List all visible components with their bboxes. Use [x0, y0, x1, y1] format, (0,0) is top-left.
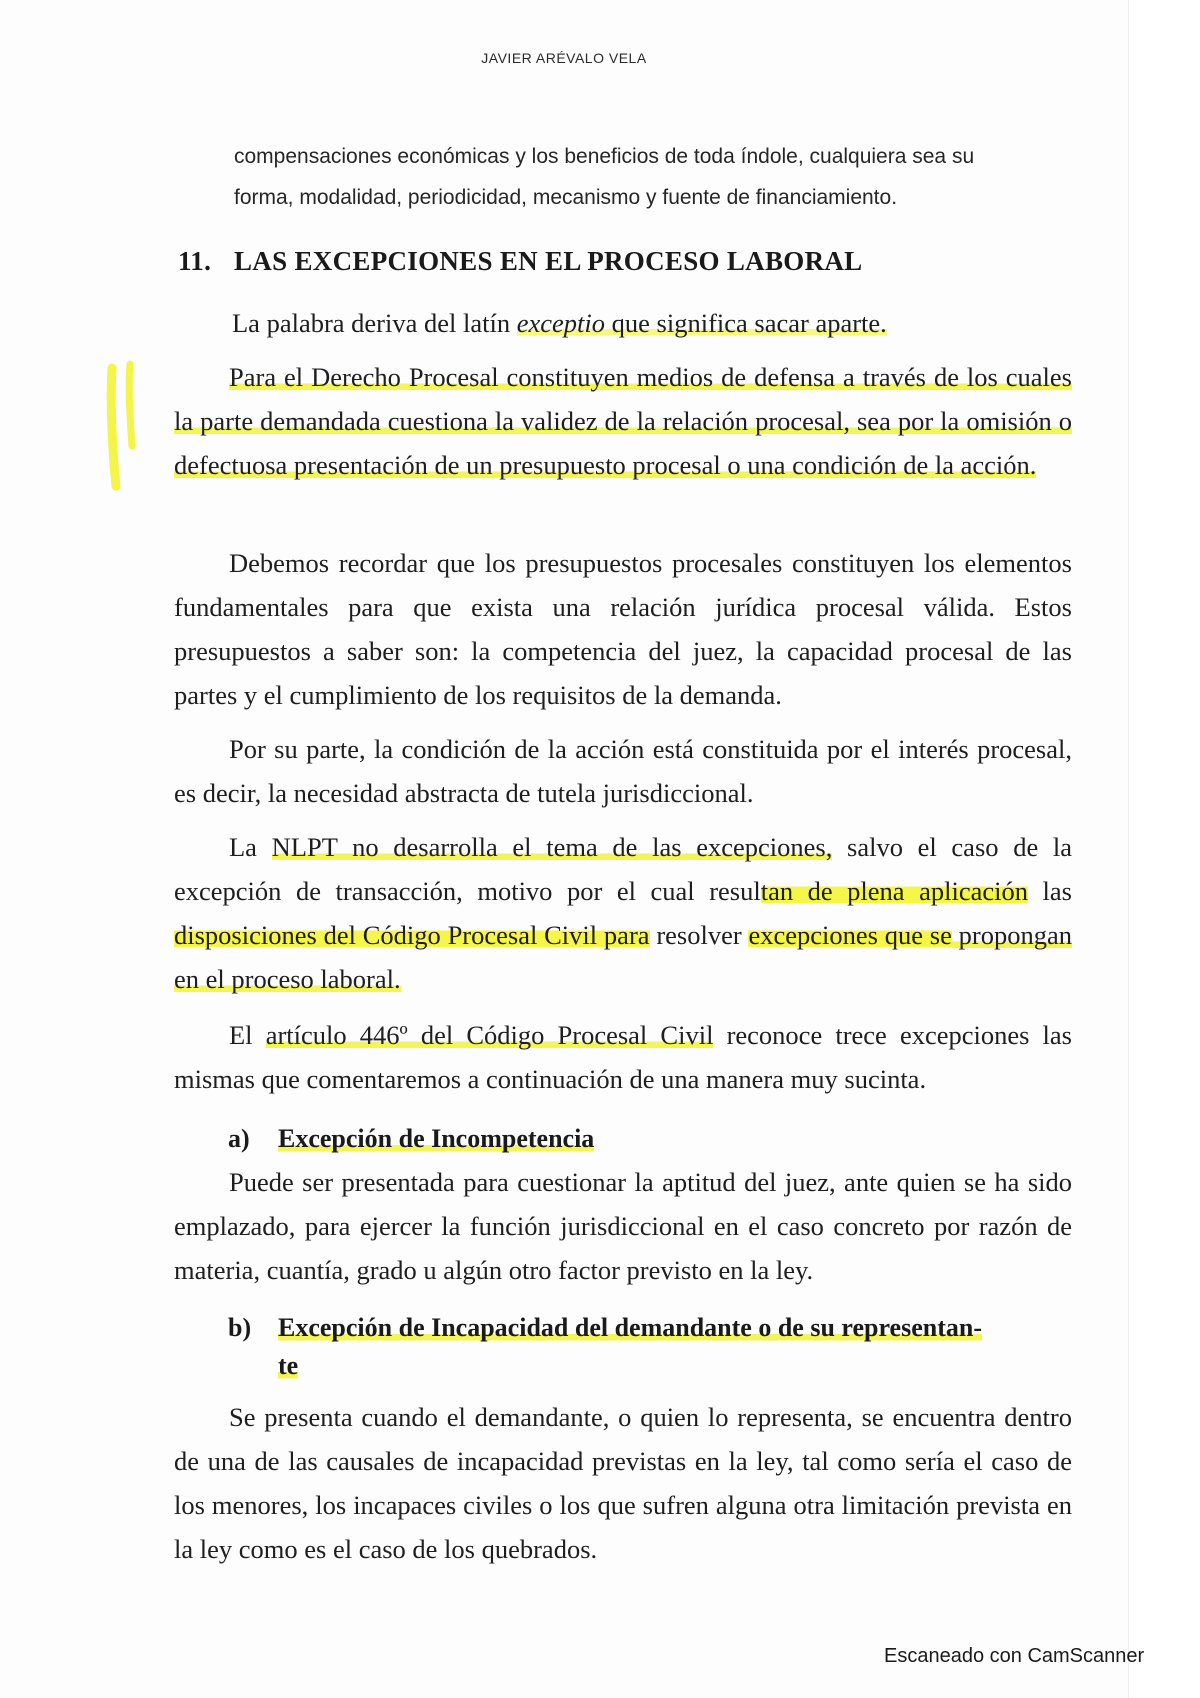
nlpt-text-i: propongan en el proceso laboral. [174, 920, 1072, 994]
subheading-b-title-line1: Excepción de Incapacidad del demandante o de su representan- [278, 1313, 982, 1342]
margin-highlight-marks [104, 358, 144, 498]
running-head: JAVIER ARÉVALO VELA [481, 50, 647, 66]
nlpt-highlight-3: disposiciones del Código Procesal Civil para [174, 920, 650, 950]
etymology-meaning: que significa sacar aparte. [605, 308, 887, 338]
section-title: LAS EXCEPCIONES EN EL PROCESO LABORAL [234, 246, 863, 276]
nlpt-highlight-1: NLPT no desarrolla el tema de las excepciones, [271, 832, 833, 862]
subheading-b-letter: b) [228, 1313, 252, 1342]
articulo-text-a: El [229, 1020, 266, 1050]
incompetencia-text: Puede ser presentada para cuestionar la aptitud del juez, ante quien se ha sido emplazado, para ejercer la función jurisdiccional en el caso concreto por razón de materia, cuantía, grado u algún otro factor previsto en la ley. [174, 1167, 1072, 1285]
subheading-b-title-line2: te [278, 1351, 299, 1380]
paragraph-definition [174, 355, 1072, 487]
incapacidad-text: Se presenta cuando el demandante, o quien lo representa, se encuentra dentro de una de las causales de incapacidad previstas en la ley, tal como sería el caso de los menores, los incapaces civiles o los que sufren alguna otra limitación prevista en la ley como es el caso de los quebrados. [174, 1402, 1072, 1564]
paragraph-etymology [232, 301, 1072, 345]
paragraph-presupuestos [174, 541, 1072, 717]
section-number: 11. [178, 246, 212, 276]
subheading-a-title: Excepción de Incompetencia [278, 1124, 595, 1153]
articulo-highlight: artículo 446º del Código Procesal Civil [265, 1020, 714, 1050]
paragraph-nlpt [174, 825, 1072, 1001]
articulo-text-c: reconoce trece excepciones las mismas que comentaremos a continuación de una manera muy sucinta. [174, 1020, 1072, 1094]
scanner-watermark: Escaneado con CamScanner [884, 1645, 1145, 1667]
nlpt-text-e: las [1028, 876, 1072, 906]
intro-line-1: compensaciones económicas y los beneficios de toda índole, cualquiera sea su [234, 145, 975, 168]
paragraph-incapacidad [174, 1395, 1072, 1571]
presupuestos-text: Debemos recordar que los presupuestos procesales constituyen los elementos fundamentales para que exista una relación jurídica procesal válida. Estos presupuestos a saber son: la competencia del juez, la capacidad procesal de las partes y el cumplimiento de los requisitos de la demanda. [174, 548, 1072, 710]
intro-line-2: forma, modalidad, periodicidad, mecanismo y fuente de financiamiento. [234, 186, 898, 209]
etymology-text: La palabra deriva del latín [232, 308, 517, 338]
subheading-a [228, 1124, 594, 1154]
nlpt-text-c: salvo el caso de la excepción de transacción, motivo por el cual resul [174, 832, 1073, 906]
subheading-b [228, 1313, 1088, 1381]
section-heading [178, 246, 863, 277]
latin-term: exceptio [516, 308, 606, 338]
definition-text: Para el Derecho Procesal constituyen medios de defensa a través de los cuales la parte demandada cuestiona la validez de la relación procesal, sea por la omisión o defectuosa presentación de un presupuesto procesal o una condición de la acción. [174, 362, 1072, 480]
condicion-text: Por su parte, la condición de la acción está constituida por el interés procesal, es decir, la necesidad abstracta de tutela jurisdiccional. [174, 734, 1072, 808]
nlpt-text-a: La [229, 832, 272, 862]
paragraph-incompetencia [174, 1160, 1072, 1292]
subheading-a-letter: a) [228, 1124, 250, 1153]
page-edge [1128, 0, 1200, 1698]
nlpt-highlight-2: tan de plena aplicación [760, 876, 1028, 906]
paragraph-condicion [174, 727, 1072, 815]
paragraph-articulo [174, 1013, 1072, 1101]
nlpt-text-g: resolver [649, 920, 749, 950]
nlpt-highlight-4: excepciones que se [748, 920, 952, 950]
intro-paragraph [234, 136, 1094, 218]
